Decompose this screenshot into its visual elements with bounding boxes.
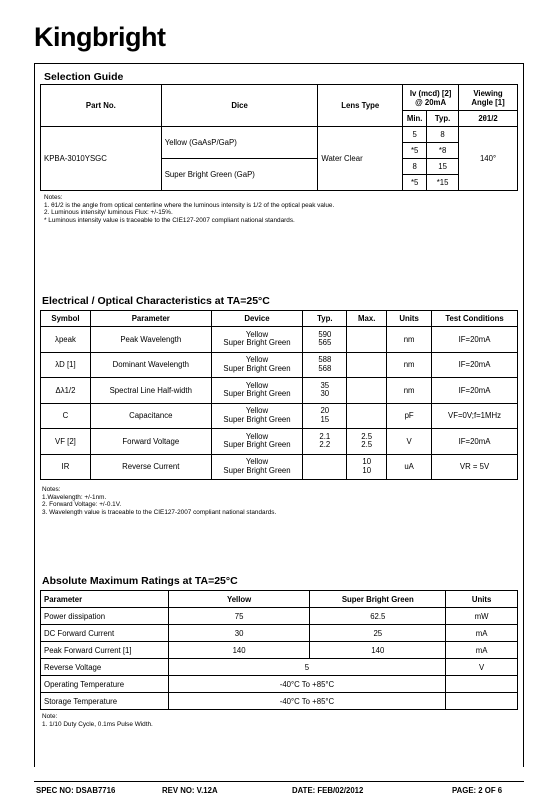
parameter-cell: Reverse Voltage <box>41 659 169 676</box>
typ-cell: 35 30 <box>303 378 347 404</box>
value-cell: -40°C To +85°C <box>168 693 445 710</box>
header-angle-symbol: 2θ1/2 <box>459 111 518 127</box>
iv-typ: *15 <box>427 175 459 191</box>
footer-spec-no: SPEC NO: DSAB7716 <box>36 786 116 795</box>
typ-cell: 588 568 <box>303 352 347 378</box>
test-condition-cell: IF=20mA <box>432 352 518 378</box>
electrical-row <box>41 429 518 455</box>
col-yellow: Yellow <box>168 591 310 608</box>
test-condition-cell: VR = 5V <box>432 454 518 480</box>
electrical-title: Electrical / Optical Characteristics at TA=25°C <box>42 295 270 307</box>
selection-guide-title: Selection Guide <box>44 71 124 83</box>
iv-min: *5 <box>403 175 427 191</box>
max-cell <box>347 378 387 404</box>
typ-cell: 2.1 2.2 <box>303 429 347 455</box>
parameter-cell: Operating Temperature <box>41 676 169 693</box>
absolute-row <box>41 693 518 710</box>
header-typ: Typ. <box>427 111 459 127</box>
units-cell: V <box>446 659 518 676</box>
units-cell: nm <box>387 378 432 404</box>
selection-guide-table <box>40 84 518 191</box>
device-cell: Yellow Super Bright Green <box>211 378 303 404</box>
symbol-cell: C <box>41 403 91 429</box>
col-units: Units <box>387 311 432 327</box>
col-test-conditions: Test Conditions <box>432 311 518 327</box>
yellow-cell: 140 <box>168 642 310 659</box>
absolute-row <box>41 608 518 625</box>
lens-type: Water Clear <box>318 127 403 191</box>
parameter-cell: Capacitance <box>90 403 211 429</box>
absolute-notes: Note: 1. 1/10 Duty Cycle, 0.1ms Pulse Width. <box>42 713 153 728</box>
iv-typ: *8 <box>427 143 459 159</box>
col-typ: Typ. <box>303 311 347 327</box>
parameter-cell: Power dissipation <box>41 608 169 625</box>
col-max: Max. <box>347 311 387 327</box>
col-parameter: Parameter <box>41 591 169 608</box>
absolute-row <box>41 659 518 676</box>
col-device: Device <box>211 311 303 327</box>
parameter-cell: Reverse Current <box>90 454 211 480</box>
units-cell: nm <box>387 352 432 378</box>
units-cell: mA <box>446 625 518 642</box>
device-cell: Yellow Super Bright Green <box>211 429 303 455</box>
absolute-row <box>41 642 518 659</box>
col-symbol: Symbol <box>41 311 91 327</box>
iv-typ: 8 <box>427 127 459 143</box>
footer-rule <box>34 781 524 782</box>
parameter-cell: Peak Wavelength <box>90 327 211 353</box>
yellow-cell: 75 <box>168 608 310 625</box>
device-cell: Yellow Super Bright Green <box>211 454 303 480</box>
max-cell <box>347 352 387 378</box>
symbol-cell: λD [1] <box>41 352 91 378</box>
max-cell: 10 10 <box>347 454 387 480</box>
header-min: Min. <box>403 111 427 127</box>
device-cell: Yellow Super Bright Green <box>211 327 303 353</box>
units-cell: mA <box>446 642 518 659</box>
units-cell <box>446 676 518 693</box>
green-cell: 62.5 <box>310 608 446 625</box>
footer-page: PAGE: 2 OF 6 <box>452 786 503 795</box>
green-cell: 140 <box>310 642 446 659</box>
absolute-row <box>41 676 518 693</box>
symbol-cell: Δλ1/2 <box>41 378 91 404</box>
col-green: Super Bright Green <box>310 591 446 608</box>
iv-min: 8 <box>403 159 427 175</box>
yellow-cell: 30 <box>168 625 310 642</box>
absolute-title: Absolute Maximum Ratings at TA=25°C <box>42 575 238 587</box>
iv-min: *5 <box>403 143 427 159</box>
header-part-no: Part No. <box>41 85 162 127</box>
selection-notes: Notes: 1. θ1/2 is the angle from optical centerline where the luminous intensity is 1/2 of the optical peak value. 2. Luminous intensity/ luminous Flux: +/-15%. * Luminous intensity value is traceable to the CIE127-2007 compliant national standards. <box>44 194 335 224</box>
green-cell: 25 <box>310 625 446 642</box>
parameter-cell: Storage Temperature <box>41 693 169 710</box>
iv-typ: 15 <box>427 159 459 175</box>
parameter-cell: DC Forward Current <box>41 625 169 642</box>
electrical-row <box>41 378 518 404</box>
absolute-row <box>41 625 518 642</box>
viewing-angle: 140° <box>459 127 518 191</box>
device-cell: Yellow Super Bright Green <box>211 403 303 429</box>
typ-cell: 590 565 <box>303 327 347 353</box>
iv-min: 5 <box>403 127 427 143</box>
header-dice: Dice <box>161 85 318 127</box>
units-cell: mW <box>446 608 518 625</box>
electrical-row <box>41 327 518 353</box>
test-condition-cell: IF=20mA <box>432 327 518 353</box>
symbol-cell: VF [2] <box>41 429 91 455</box>
typ-cell <box>303 454 347 480</box>
footer-rev-no: REV NO: V.12A <box>162 786 218 795</box>
electrical-row <box>41 352 518 378</box>
electrical-row <box>41 403 518 429</box>
dice-green: Super Bright Green (GaP) <box>161 159 318 191</box>
header-iv: Iv (mcd) [2] @ 20mA <box>403 85 459 111</box>
parameter-cell: Peak Forward Current [1] <box>41 642 169 659</box>
max-cell: 2.5 2.5 <box>347 429 387 455</box>
part-number: KPBA-3010YSGC <box>41 127 162 191</box>
test-condition-cell: IF=20mA <box>432 429 518 455</box>
header-lens-type: Lens Type <box>318 85 403 127</box>
test-condition-cell: IF=20mA <box>432 378 518 404</box>
col-parameter: Parameter <box>90 311 211 327</box>
absolute-table <box>40 590 518 710</box>
parameter-cell: Spectral Line Half-width <box>90 378 211 404</box>
col-units: Units <box>446 591 518 608</box>
electrical-row <box>41 454 518 480</box>
footer-date: DATE: FEB/02/2012 <box>292 786 364 795</box>
dice-yellow: Yellow (GaAsP/GaP) <box>161 127 318 159</box>
max-cell <box>347 403 387 429</box>
symbol-cell: λpeak <box>41 327 91 353</box>
electrical-notes: Notes: 1.Wavelength: +/-1nm. 2. Forward Voltage: +/-0.1V. 3. Wavelength value is traceable to the CIE127-2007 compliant national standards. <box>42 486 277 516</box>
value-cell: 5 <box>168 659 445 676</box>
brand-logo: Kingbright <box>34 22 166 52</box>
units-cell: uA <box>387 454 432 480</box>
test-condition-cell: VF=0V;f=1MHz <box>432 403 518 429</box>
units-cell: V <box>387 429 432 455</box>
typ-cell: 20 15 <box>303 403 347 429</box>
units-cell: pF <box>387 403 432 429</box>
symbol-cell: IR <box>41 454 91 480</box>
parameter-cell: Dominant Wavelength <box>90 352 211 378</box>
parameter-cell: Forward Voltage <box>90 429 211 455</box>
header-viewing-angle: Viewing Angle [1] <box>459 85 518 111</box>
units-cell <box>446 693 518 710</box>
electrical-table <box>40 310 518 480</box>
value-cell: -40°C To +85°C <box>168 676 445 693</box>
units-cell: nm <box>387 327 432 353</box>
max-cell <box>347 327 387 353</box>
device-cell: Yellow Super Bright Green <box>211 352 303 378</box>
